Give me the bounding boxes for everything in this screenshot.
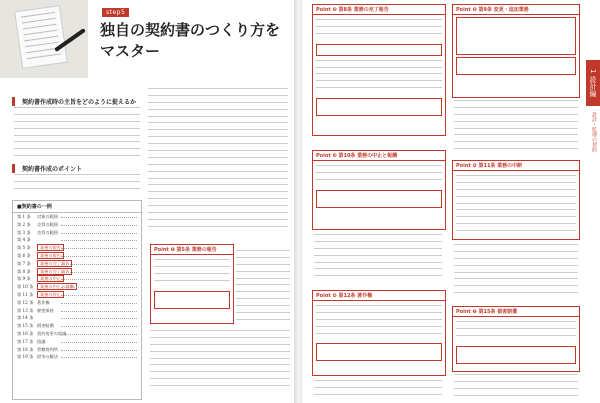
toc-article-label: 対象の範囲 (37, 214, 58, 219)
toc-article-number: 第 6 条 (17, 252, 31, 258)
toc-article-label: 協議 (37, 338, 46, 344)
toc-article-label: 業務の完了報告 (37, 268, 72, 275)
toc-article-label: 売買の範囲 (37, 221, 58, 227)
point-body-7 (453, 317, 579, 344)
toc-row (13, 229, 141, 237)
body-text-3 (148, 88, 288, 238)
toc-title: ■契約書の一例 (13, 201, 141, 213)
chapter-tab[interactable]: 1 設計編 (586, 60, 600, 106)
toc-row (13, 353, 141, 361)
toc-leader (61, 318, 137, 319)
point-body-6 (453, 171, 579, 239)
point-body-2 (313, 15, 445, 42)
toc-leader (61, 233, 137, 234)
toc-leader (61, 334, 137, 335)
toc-row (13, 299, 141, 307)
toc-article-label: 業務の停止 (37, 291, 64, 298)
toc-article-number: 第 14 条 (17, 315, 34, 321)
point-callout-1 (154, 291, 230, 309)
toc-article-number: 第 4 条 (17, 237, 31, 243)
point-callout-4 (316, 343, 442, 361)
point-heading-1: Point ❶ 第5条 業務の報告 (151, 245, 233, 255)
toc-article-number: 第 19 条 (17, 354, 34, 360)
toc-leader (61, 350, 137, 351)
toc-article-label: 著作権 (37, 299, 50, 305)
point-heading-3: Point ❸ 第10条 業務の中止と報酬 (313, 151, 445, 161)
body-text-1 (14, 107, 140, 159)
point-box-4 (312, 290, 446, 376)
toc-rows (13, 213, 141, 361)
toc-leader (61, 295, 137, 296)
toc-article-label: 業務の中止 (37, 275, 64, 282)
toc-row (13, 346, 141, 354)
toc-article-label: 業務の完了報告 (37, 260, 72, 267)
subheading-points: 契約書作成のポイント (12, 164, 140, 173)
toc-leader (61, 256, 137, 257)
toc-article-label: 紛争の解決 (37, 354, 58, 360)
toc-row (13, 330, 141, 338)
toc-row (13, 314, 141, 322)
point-box-5 (452, 4, 580, 98)
toc-row (13, 236, 141, 244)
toc-article-number: 第 9 条 (17, 276, 31, 282)
point-callout-5a (456, 17, 576, 55)
page-title: 独自の契約書のつくり方を マスター (100, 21, 281, 60)
toc-article-number: 第 8 条 (17, 268, 31, 274)
toc-article-number: 第 10 条 (17, 284, 34, 290)
point-body-1 (151, 255, 233, 289)
point-body-2b (313, 58, 445, 96)
body-text-9 (454, 244, 578, 302)
toc-row (13, 338, 141, 346)
body-text-5 (150, 330, 290, 398)
toc-row (13, 307, 141, 315)
point-heading-2: Point ❷ 第8条 業務の完了報告 (313, 5, 445, 15)
toc-article-label: 業務の報告 (37, 244, 64, 251)
toc-row (13, 252, 141, 260)
contract-toc (12, 200, 142, 400)
toc-article-number: 第 15 条 (17, 323, 34, 329)
toc-article-label: 契約変更の協議 (37, 330, 67, 336)
body-text-6 (314, 234, 442, 286)
toc-row (13, 283, 141, 291)
toc-leader (61, 279, 137, 280)
toc-leader (61, 217, 137, 218)
point-heading-7: Point ❼ 第15条 損害賠償 (453, 307, 579, 317)
toc-article-number: 第 7 条 (17, 260, 31, 266)
point-body-4 (313, 301, 445, 341)
toc-article-number: 第 2 条 (17, 221, 31, 227)
toc-leader (61, 326, 137, 327)
toc-row (13, 221, 141, 229)
toc-article-label: 管轄裁判所 (37, 346, 58, 352)
toc-article-number: 第 13 条 (17, 307, 34, 313)
toc-row (13, 244, 141, 252)
body-text-7 (314, 380, 442, 400)
body-text-8 (454, 100, 578, 158)
toc-leader (61, 303, 137, 304)
toc-article-number: 第 1 条 (17, 214, 31, 219)
point-heading-5: Point ❺ 第9条 変更・追加業務 (453, 5, 579, 15)
point-body-3 (313, 161, 445, 188)
point-box-6 (452, 160, 580, 240)
left-page (0, 0, 296, 403)
toc-article-label: 秘密保持 (37, 307, 54, 313)
toc-row (13, 268, 141, 276)
toc-article-number: 第 11 条 (17, 291, 34, 297)
body-text-4 (236, 250, 290, 330)
toc-leader (61, 225, 137, 226)
contract-sheet (14, 5, 68, 69)
toc-row (13, 260, 141, 268)
body-text-10 (454, 374, 578, 400)
toc-article-label: 売買の範囲 (37, 229, 58, 235)
toc-article-label: 業務の中止と報酬 (37, 283, 77, 290)
toc-row (13, 322, 141, 330)
toc-leader (61, 248, 137, 249)
toc-article-number: 第 18 条 (17, 346, 34, 352)
toc-article-number: 第 3 条 (17, 229, 31, 235)
point-box-1 (150, 244, 234, 324)
point-callout-2b (316, 98, 442, 116)
toc-article-number: 第 17 条 (17, 338, 34, 344)
toc-leader (61, 264, 137, 265)
point-callout-5b (456, 57, 576, 75)
point-heading-4: Point ❹ 第12条 著作権 (313, 291, 445, 301)
point-heading-6: Point ❻ 第11条 業務の中断 (453, 161, 579, 171)
right-page (302, 0, 600, 403)
point-box-3 (312, 150, 446, 230)
point-callout-2a (316, 44, 442, 56)
toc-article-number: 第 12 条 (17, 299, 34, 305)
toc-leader (61, 342, 137, 343)
point-box-7 (452, 306, 580, 372)
point-callout-3 (316, 190, 442, 208)
toc-article-number: 第 5 条 (17, 245, 31, 251)
toc-article-label: 業務の報告 (37, 252, 64, 259)
toc-article-number: 第 16 条 (17, 330, 34, 336)
toc-row (13, 275, 141, 283)
toc-leader (61, 357, 137, 358)
section-tag: step5 (102, 8, 129, 17)
toc-leader (61, 240, 137, 241)
subheading-purpose: 契約書作成時の主旨をどのように捉えるか (12, 97, 140, 106)
chapter-subtitle: 設計・監理の契約 (591, 112, 597, 152)
body-text-2 (14, 174, 140, 196)
toc-article-label: 損害賠償 (37, 323, 54, 329)
contract-photo (0, 0, 88, 78)
toc-leader (61, 311, 137, 312)
toc-leader (61, 287, 137, 288)
point-callout-7 (456, 346, 576, 364)
point-box-2 (312, 4, 446, 136)
toc-leader (61, 272, 137, 273)
toc-row (13, 291, 141, 299)
toc-row (13, 213, 141, 221)
